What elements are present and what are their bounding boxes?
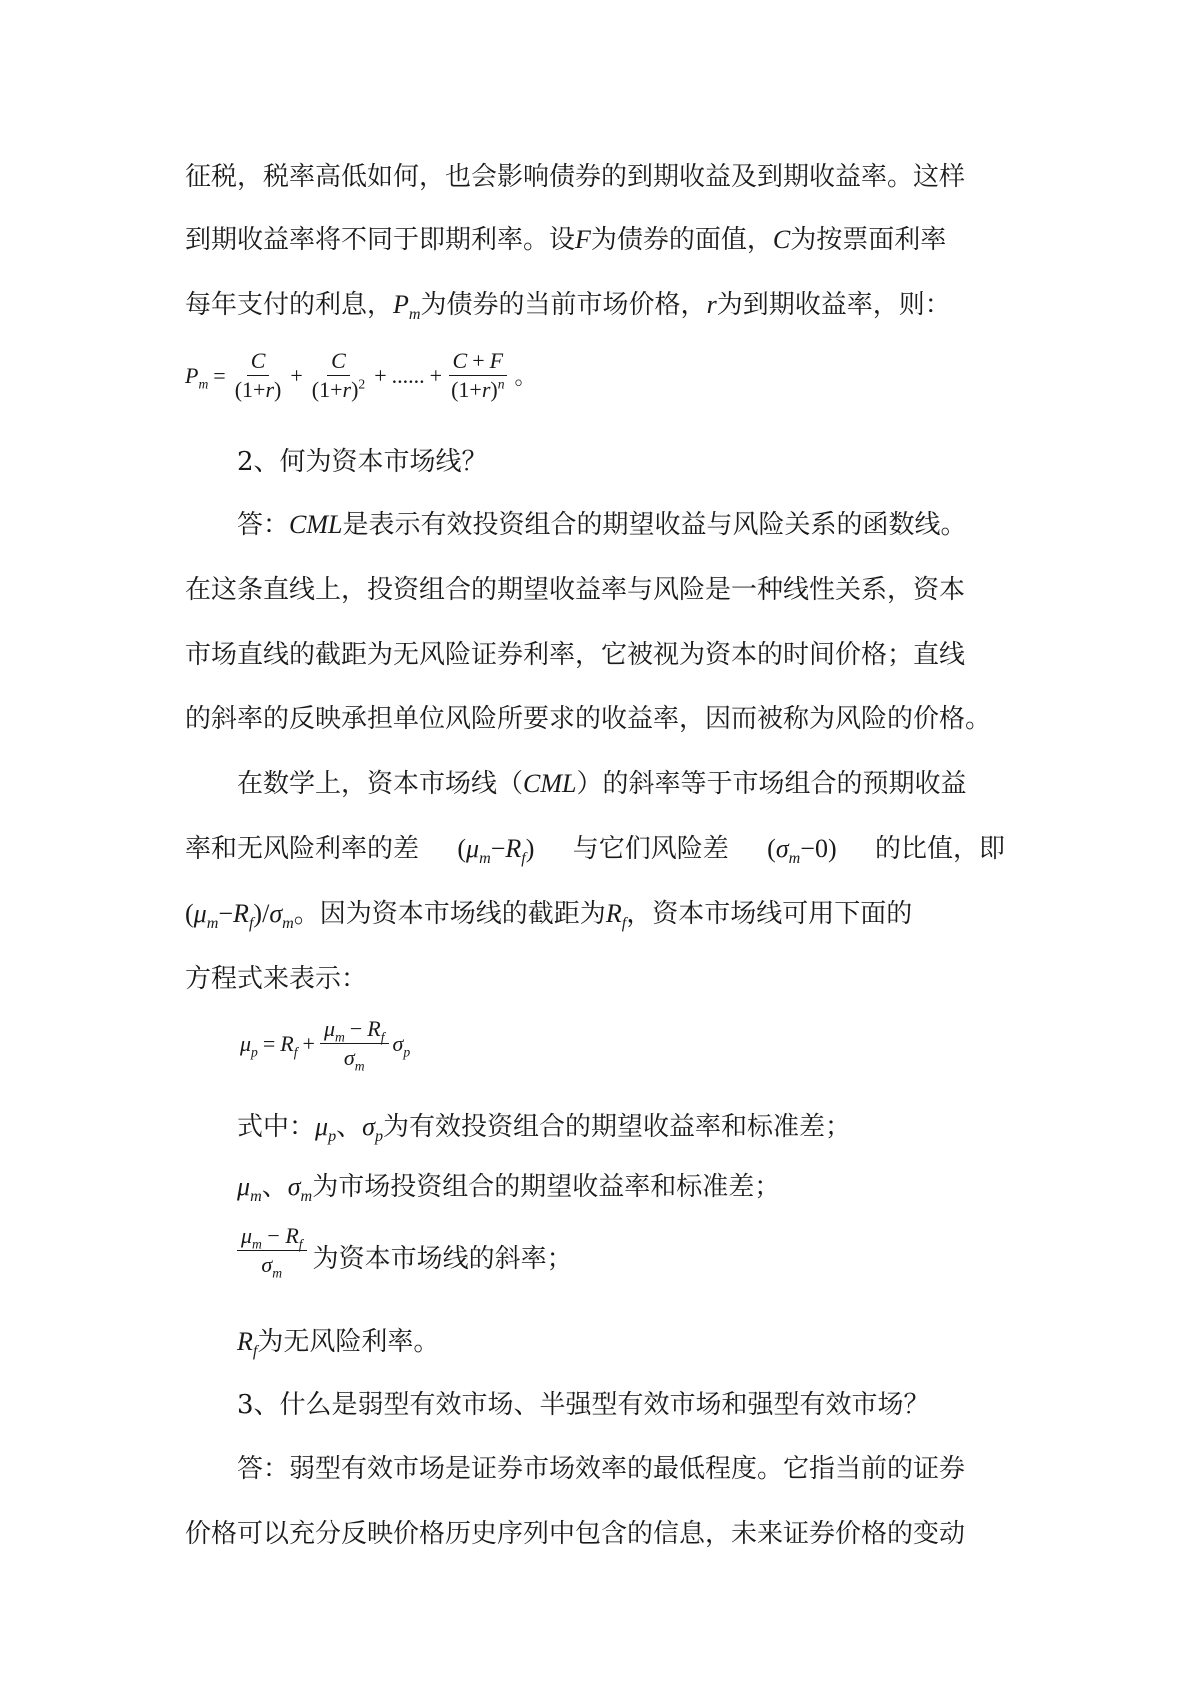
text-line: $\mu_m$、$\sigma_m$为市场投资组合的期望收益率和标准差； <box>237 1172 781 1206</box>
text-line: 在数学上，资本市场线（CML）的斜率等于市场组合的预期收益 <box>237 769 967 799</box>
question-heading: 3、什么是弱型有效市场、半强型有效市场和强型有效市场？ <box>237 1390 930 1420</box>
text-line: 在这条直线上，投资组合的期望收益率与风险是一种线性关系，资本 <box>185 575 966 605</box>
text-line: 价格可以充分反映价格历史序列中包含的信息，未来证券价格的变动 <box>185 1519 966 1549</box>
fraction: $\frac{\mu_m - R_f}{\sigma_m}$ <box>320 1018 389 1069</box>
fraction: $\frac{C}{(1+r)}$ <box>234 348 282 402</box>
text-line: 式中：$\mu_p$、$\sigma_p$为有效投资组合的期望收益率和标准差； <box>237 1112 852 1146</box>
bond-price-equation: $P_m$ = $\frac{C}{(1+r)}$ + $\frac{C}{(1+r)^2}$ + ...... + $\frac{C + F}{(1+r)^n}$ 。 <box>185 348 537 402</box>
fraction: $\frac{C + F}{(1+r)^n}$ <box>447 350 508 401</box>
cml-equation: $\mu_p$ = $R_f$ + $\frac{\mu_m - R_f}{\sigma_m}$ $\sigma_p$ <box>240 1016 411 1074</box>
text-line: $(\mu_m-R_f)/\sigma_m$。因为资本市场线的截距为$R_f$，资本市场线可用下面的 <box>185 899 913 933</box>
text-line: $R_f$为无风险利率。 <box>237 1327 440 1361</box>
text-line: 每年支付的利息，$P_m$为债券的当前市场价格，r为到期收益率，则： <box>185 290 951 324</box>
fraction: $\frac{C}{(1+r)^2}$ <box>311 348 366 402</box>
text-line: 率和无风险利率的差 $(\mu_m-R_f)$ 与它们风险差 $(\sigma_m-0)$ 的比值，即 <box>185 834 1005 868</box>
text-line: 到期收益率将不同于即期利率。设F为债券的面值，C为按票面利率 <box>185 225 947 255</box>
text-line: 市场直线的截距为无风险证券利率，它被视为资本的时间价格；直线 <box>185 640 966 670</box>
question-heading: 2、何为资本市场线？ <box>237 447 488 477</box>
text-line: 答：弱型有效市场是证券市场效率的最低程度。它指当前的证券 <box>237 1454 966 1484</box>
fraction: $\frac{\mu_m - R_f}{\sigma_m}$ <box>237 1225 307 1276</box>
text-line: 征税，税率高低如何，也会影响债券的到期收益及到期收益率。这样 <box>185 162 966 192</box>
text-line: 的斜率的反映承担单位风险所要求的收益率，因而被称为风险的价格。 <box>185 704 992 734</box>
text-line: 答：CML是表示有效投资组合的期望收益与风险关系的函数线。 <box>237 510 967 540</box>
text-line: 方程式来表示： <box>185 964 368 994</box>
text-line: $\frac{\mu_m - R_f}{\sigma_m}$ 为资本市场线的斜率； <box>237 1225 573 1276</box>
